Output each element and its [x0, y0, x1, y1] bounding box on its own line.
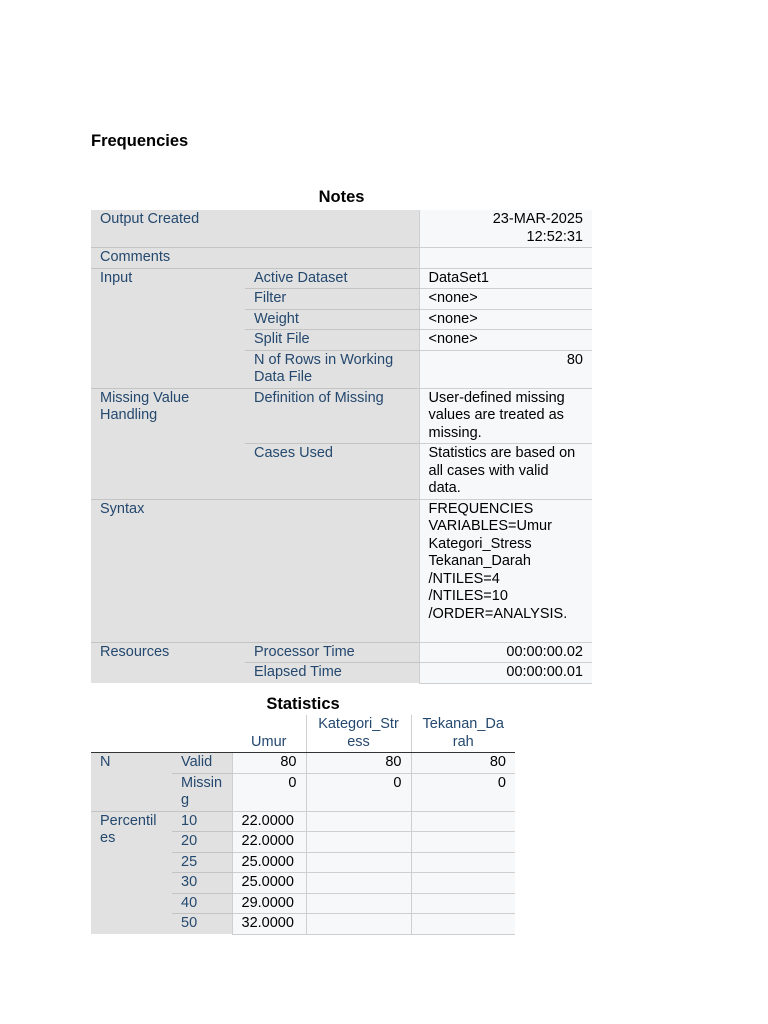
row-sublabel: Active Dataset: [245, 268, 419, 289]
table-cell: 0: [232, 773, 306, 811]
table-row: [91, 388, 592, 444]
n-rows-value: 80: [419, 350, 592, 388]
row-label: Missing Value Handling: [91, 388, 245, 499]
elapsed-time-value: 00:00:00.01: [419, 663, 592, 684]
table-cell: 0: [306, 773, 411, 811]
row-sublabel: Cases Used: [245, 444, 419, 500]
table-row: [91, 210, 592, 248]
row-sublabel: 10: [172, 811, 232, 832]
table-row: [91, 248, 592, 269]
row-sublabel: Weight: [245, 309, 419, 330]
row-label: Input: [91, 268, 245, 388]
table-row: [91, 753, 515, 774]
table-cell: [306, 832, 411, 853]
table-header-row: [91, 715, 515, 753]
row-label: Comments: [91, 248, 419, 269]
table-cell: [306, 914, 411, 935]
row-sublabel: 25: [172, 852, 232, 873]
row-sublabel: N of Rows in Working Data File: [245, 350, 419, 388]
table-cell: 22.0000: [232, 811, 306, 832]
table-cell: 80: [411, 753, 515, 774]
column-header: Umur: [232, 715, 306, 753]
table-cell: [411, 893, 515, 914]
row-sublabel: Processor Time: [245, 642, 419, 663]
table-cell: [411, 832, 515, 853]
table-row: [91, 499, 592, 642]
weight-value: <none>: [419, 309, 592, 330]
table-cell: [411, 852, 515, 873]
row-sublabel: Filter: [245, 289, 419, 310]
table-cell: [411, 914, 515, 935]
active-dataset-value: DataSet1: [419, 268, 592, 289]
table-cell: [306, 852, 411, 873]
table-row: [91, 642, 592, 663]
row-label: Percentiles: [91, 811, 172, 934]
table-cell: 25.0000: [232, 852, 306, 873]
table-cell: 80: [306, 753, 411, 774]
page-heading: Frequencies: [91, 132, 189, 150]
table-cell: [411, 811, 515, 832]
filter-value: <none>: [419, 289, 592, 310]
table-cell: 0: [411, 773, 515, 811]
row-sublabel: Definition of Missing: [245, 388, 419, 444]
table-cell: [306, 873, 411, 894]
row-sublabel: Missing: [172, 773, 232, 811]
row-label: Output Created: [91, 210, 419, 248]
cases-used-value: Statistics are based on all cases with valid data.: [419, 444, 592, 500]
notes-table: [91, 210, 592, 684]
row-sublabel: 20: [172, 832, 232, 853]
column-header: Tekanan_Darah: [411, 715, 515, 753]
row-label: N: [91, 753, 172, 812]
definition-value: User-defined missing values are treated as missing.: [419, 388, 592, 444]
table-row: [91, 268, 592, 289]
row-sublabel: Valid: [172, 753, 232, 774]
comments-value: [419, 248, 592, 269]
table-cell: [306, 811, 411, 832]
table-row: [91, 811, 515, 832]
split-file-value: <none>: [419, 330, 592, 351]
table-cell: 80: [232, 753, 306, 774]
column-header: Kategori_Stress: [306, 715, 411, 753]
table-cell: 32.0000: [232, 914, 306, 935]
statistics-table: [91, 715, 515, 935]
table-cell: [411, 873, 515, 894]
header-blank: [91, 715, 232, 753]
row-label: Syntax: [91, 499, 419, 642]
row-sublabel: Split File: [245, 330, 419, 351]
table-cell: 29.0000: [232, 893, 306, 914]
table-cell: 22.0000: [232, 832, 306, 853]
notes-title: Notes: [318, 188, 365, 206]
statistics-title: Statistics: [266, 695, 340, 713]
row-label: Resources: [91, 642, 245, 683]
row-sublabel: 30: [172, 873, 232, 894]
output-created-value: 23-MAR-2025 12:52:31: [419, 210, 592, 248]
row-sublabel: Elapsed Time: [245, 663, 419, 684]
processor-time-value: 00:00:00.02: [419, 642, 592, 663]
row-sublabel: 50: [172, 914, 232, 935]
table-cell: [306, 893, 411, 914]
row-sublabel: 40: [172, 893, 232, 914]
table-cell: 25.0000: [232, 873, 306, 894]
syntax-value: FREQUENCIES VARIABLES=Umur Kategori_Stress Tekanan_Darah /NTILES=4 /NTILES=10 /ORDER=ANALYSIS.: [419, 499, 592, 642]
